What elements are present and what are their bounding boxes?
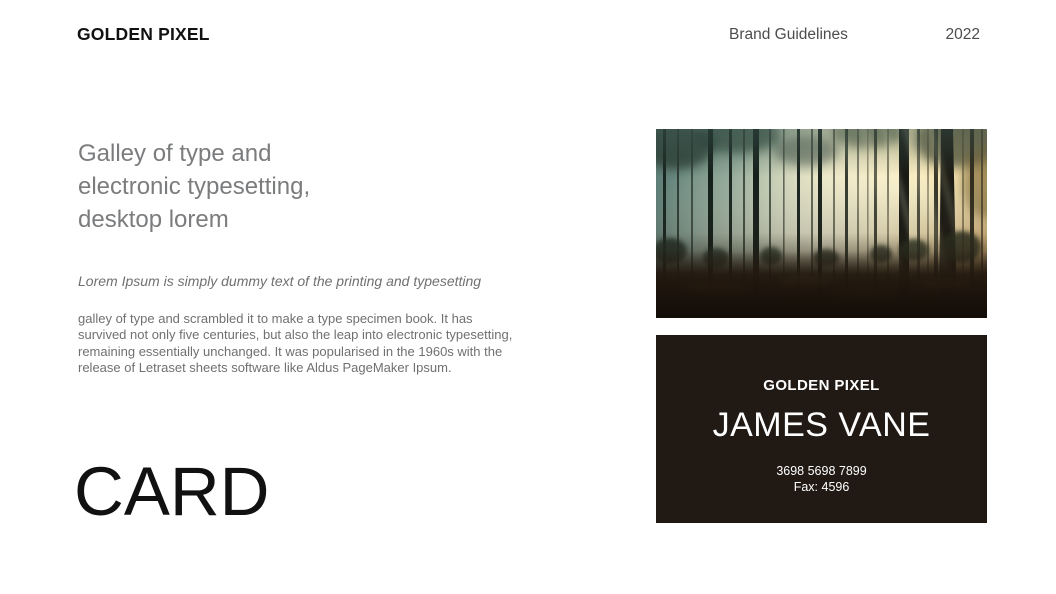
forest-photo-graphic: [656, 129, 987, 318]
body-paragraph: galley of type and scrambled it to make a type specimen book. It has survived not only five centuries, but also the leap into electronic typesetting, remaining essentially unchanged. It was popularised in the 1960s with the release of Letraset sheets software like Aldus PageMaker Ipsum.: [78, 311, 513, 375]
subtitle-text: Lorem Ipsum is simply dummy text of the printing and typesetting: [78, 273, 482, 289]
brand-logo: GOLDEN PIXEL: [77, 24, 210, 44]
page-title-line-1: Galley of type and: [78, 140, 272, 167]
forest-photo: [656, 129, 987, 318]
year-label: 2022: [945, 26, 980, 43]
business-card: [656, 335, 987, 523]
page-title-line-2: electronic typesetting,: [78, 173, 311, 200]
business-card-phone: 3698 5698 7899: [776, 464, 867, 478]
section-word: CARD: [74, 453, 270, 530]
business-card-fax: Fax: 4596: [793, 479, 850, 494]
business-card-brand: GOLDEN PIXEL: [763, 377, 880, 394]
page-title-line-3: desktop lorem: [78, 206, 229, 233]
business-card-name: JAMES VANE: [712, 406, 931, 444]
page-title: [78, 137, 310, 236]
document-title: Brand Guidelines: [729, 26, 848, 43]
